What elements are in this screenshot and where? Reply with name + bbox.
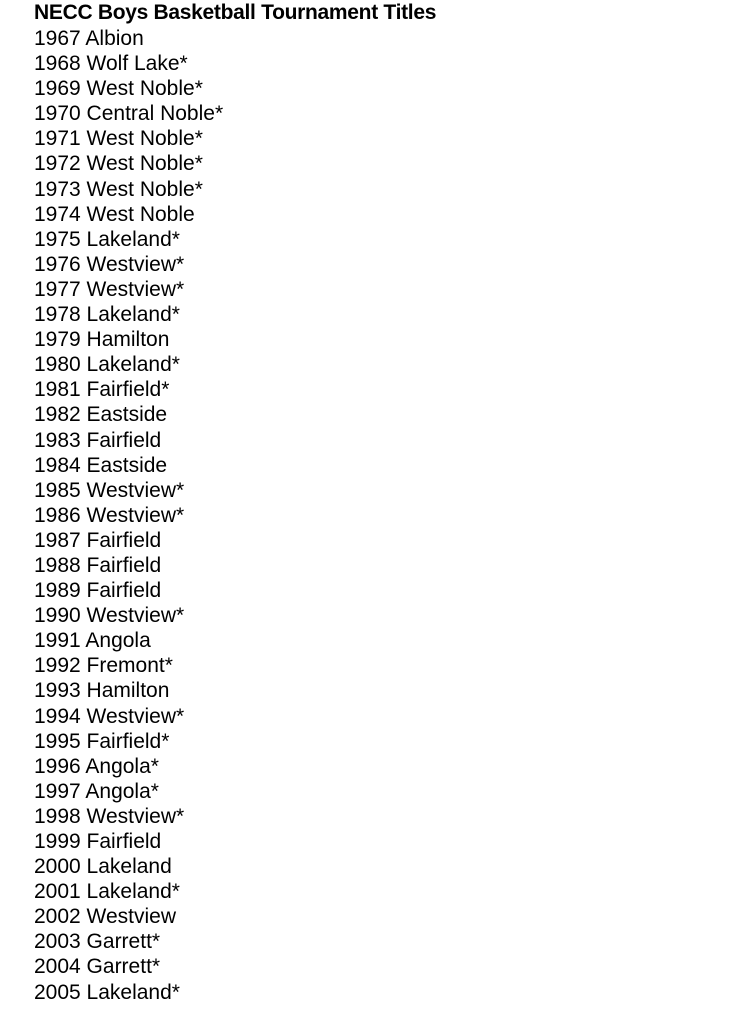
title-entry: 1998 Westview*	[34, 804, 185, 828]
title-entry: 1983 Fairfield	[34, 428, 162, 452]
title-entry: 1995 Fairfield*	[34, 729, 170, 753]
title-entry: 1973 West Noble*	[34, 177, 203, 201]
title-entry: 1978 Lakeland*	[34, 303, 180, 327]
title-entry: 1997 Angola*	[34, 779, 159, 803]
title-entry: 1992 Fremont*	[34, 654, 173, 678]
title-entry: 1991 Angola	[34, 629, 151, 653]
title-entry: 1979 Hamilton	[34, 328, 170, 352]
title-entry: 2004 Garrett*	[34, 955, 161, 979]
title-entry: 2000 Lakeland	[34, 855, 172, 879]
title-entry: 1976 Westview*	[34, 252, 185, 276]
title-entry: 1987 Fairfield	[34, 528, 162, 552]
title-entry: 1989 Fairfield	[34, 579, 162, 603]
title-entry: 1974 West Noble	[34, 202, 195, 226]
titles-list	[34, 26, 714, 1005]
title-entry: 1970 Central Noble*	[34, 102, 224, 126]
title-entry: 1982 Eastside	[34, 403, 168, 427]
title-entry: 1969 West Noble*	[34, 77, 203, 101]
document	[34, 0, 714, 1005]
title-entry: 1981 Fairfield*	[34, 378, 170, 402]
title-entry: 1996 Angola*	[34, 754, 159, 778]
title-entry: 1967 Albion	[34, 27, 144, 50]
title-entry: 1977 Westview*	[34, 277, 185, 301]
title-entry: 1993 Hamilton	[34, 679, 170, 703]
title-entry: 1984 Eastside	[34, 453, 168, 477]
title-entry: 1994 Westview*	[34, 704, 185, 728]
title-entry: 2003 Garrett*	[34, 930, 161, 954]
title-entry: 1988 Fairfield	[34, 553, 162, 577]
title-entry: 2001 Lakeland*	[34, 880, 180, 904]
title-entry: 1990 Westview*	[34, 604, 185, 628]
title-entry: 1985 Westview*	[34, 478, 185, 502]
title-entry: 1980 Lakeland*	[34, 353, 180, 377]
title-entry: 1975 Lakeland*	[34, 227, 180, 251]
title-entry: 1999 Fairfield	[34, 830, 162, 853]
title-entry: 1971 West Noble*	[34, 127, 203, 151]
title-entry: 1972 West Noble*	[34, 152, 203, 176]
title-entry: 1968 Wolf Lake*	[34, 52, 188, 76]
title-entry: 2005 Lakeland*	[34, 980, 180, 1004]
document-title: NECC Boys Basketball Tournament Titles	[34, 1, 437, 24]
title-entry: 2002 Westview	[34, 905, 177, 929]
title-entry: 1986 Westview*	[34, 503, 185, 527]
